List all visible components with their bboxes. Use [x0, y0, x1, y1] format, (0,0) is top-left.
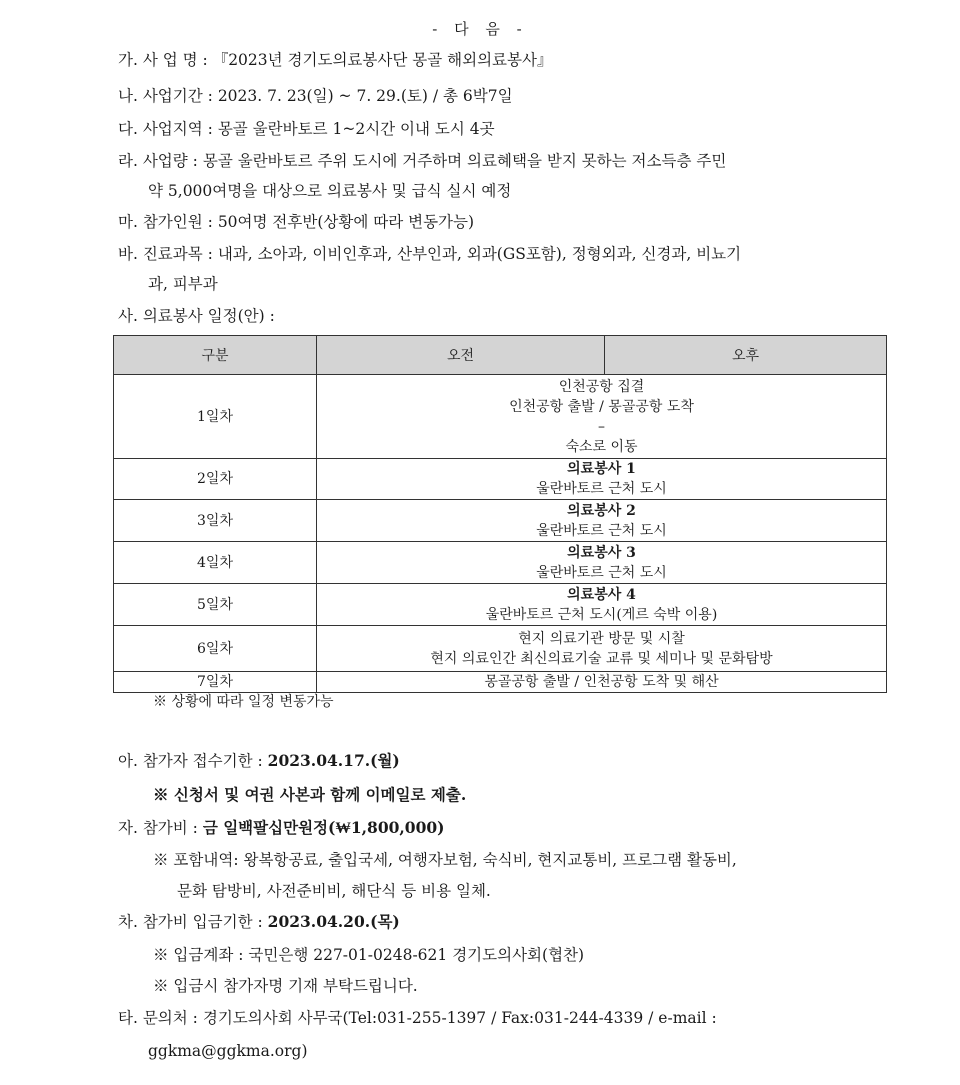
activity-cell: [317, 459, 887, 500]
item-project-period: [118, 85, 513, 107]
activity-cell: [317, 375, 887, 459]
item-label: 다. 사업지역 :: [118, 120, 213, 138]
item-project-volume: [118, 150, 726, 172]
activity-sub: 울란바토르 근처 도시: [536, 564, 667, 581]
activity-title: 의료봉사 3: [567, 544, 636, 561]
activity-sub: 울란바토르 근처 도시: [536, 481, 667, 497]
item-value: 경기도의사회 사무국(Tel:031-255-1397 / Fax:031-244-4339 / e-mail :: [202, 1009, 717, 1027]
activity-title: 의료봉사 1: [567, 461, 636, 477]
item-value: 몽골 울란바토르 1~2시간 이내 도시 4곳: [217, 120, 495, 138]
item-value: 『2023년 경기도의료봉사단 몽골 해외의료봉사』: [212, 51, 553, 69]
heading: - 다 음 -: [432, 20, 528, 38]
item-label: 가. 사 업 명 :: [118, 51, 208, 69]
activity-cell: [317, 584, 887, 626]
fee-note-1: ※ 포함내역: 왕복항공료, 출입국세, 여행자보험, 숙식비, 현지교통비, 프로그램 활동비,: [153, 851, 737, 869]
day-cell: 6일차: [114, 626, 317, 672]
day-cell: 2일차: [114, 459, 317, 500]
activity-line: 숙소로 이동: [565, 438, 638, 455]
item-departments-cont: 과, 피부과: [148, 275, 218, 293]
item-schedule-label: 사. 의료봉사 일정(안) :: [118, 307, 275, 325]
item-value: 2023. 7. 23(일) ~ 7. 29.(토) / 총 6박7일: [217, 87, 513, 105]
activity-line: 현지 의료인간 최신의료기술 교류 및 세미나 및 문화탐방: [430, 650, 773, 667]
item-label: 바. 진료과목 :: [118, 245, 213, 263]
activity-line: 몽골공항 출발 / 인천공항 도착 및 해산: [484, 674, 719, 690]
activity-title: 의료봉사 2: [567, 502, 636, 519]
item-value: 몽골 울란바토르 주위 도시에 거주하며 의료혜택을 받지 못하는 저소득층 주민: [202, 152, 727, 170]
item-departments: [118, 243, 741, 265]
item-contact: [118, 1007, 717, 1029]
item-value: 내과, 소아과, 이비인후과, 산부인과, 외과(GS포함), 정형외과, 신경과, 비뇨기: [217, 245, 742, 263]
item-value: 2023.04.20.(목): [267, 912, 400, 931]
item-label: 자. 참가비 :: [118, 819, 198, 837]
item-fee: [118, 817, 444, 839]
item-project-name: [118, 49, 552, 71]
table-header-row: [114, 336, 887, 375]
payment-note-2: ※ 입금시 참가자명 기재 부탁드립니다.: [153, 977, 418, 995]
table-row: [114, 672, 887, 693]
day-cell: 7일차: [114, 672, 317, 693]
activity-sub: 울란바토르 근처 도시(게르 숙박 이용): [485, 606, 718, 623]
item-value: 금 일백팔십만원정(₩1,800,000): [202, 818, 445, 837]
deadline-note: ※ 신청서 및 여권 사본과 함께 이메일로 제출.: [153, 785, 467, 804]
table-row: [114, 626, 887, 672]
item-label: 라. 사업량 :: [118, 152, 198, 170]
item-label: 차. 참가비 입금기한 :: [118, 913, 263, 931]
activity-line: –: [598, 418, 605, 435]
table-row: [114, 375, 887, 459]
item-project-area: [118, 118, 495, 140]
item-payment: [118, 911, 400, 933]
day-cell: 5일차: [114, 584, 317, 626]
table-row: [114, 584, 887, 626]
activity-cell: [317, 626, 887, 672]
item-project-volume-cont: 약 5,000여명을 대상으로 의료봉사 및 급식 실시 예정: [148, 182, 512, 200]
table-row: [114, 500, 887, 542]
header-afternoon: 오후: [605, 336, 887, 375]
payment-note-1: ※ 입금계좌 : 국민은행 227-01-0248-621 경기도의사회(협찬): [153, 946, 585, 964]
item-label: 타. 문의처 :: [118, 1009, 198, 1027]
schedule-note: ※ 상황에 따라 일정 변동가능: [153, 694, 334, 710]
activity-cell: [317, 542, 887, 584]
item-value: 50여명 전후반(상황에 따라 변동가능): [217, 213, 475, 231]
item-label: 나. 사업기간 :: [118, 87, 213, 105]
item-participants: [118, 211, 474, 233]
activity-title: 의료봉사 4: [567, 586, 636, 603]
fee-note-2: 문화 탐방비, 사전준비비, 해단식 등 비용 일체.: [177, 882, 491, 900]
header-morning: 오전: [317, 336, 605, 375]
table-row: [114, 542, 887, 584]
activity-line: 현지 의료기관 방문 및 시찰: [518, 630, 685, 647]
item-deadline: [118, 750, 400, 772]
item-label: 아. 참가자 접수기한 :: [118, 752, 263, 770]
day-cell: 4일차: [114, 542, 317, 584]
item-label: 마. 참가인원 :: [118, 213, 213, 231]
contact-email: ggkma@ggkma.org): [148, 1042, 308, 1060]
activity-line: 인천공항 출발 / 몽골공항 도착: [509, 398, 694, 415]
table-row: [114, 459, 887, 500]
day-cell: 3일차: [114, 500, 317, 542]
activity-cell: [317, 500, 887, 542]
item-value: 2023.04.17.(월): [267, 751, 400, 770]
activity-line: 인천공항 집결: [558, 378, 645, 395]
header-category: 구분: [114, 336, 317, 375]
activity-sub: 울란바토르 근처 도시: [536, 522, 667, 539]
day-cell: 1일차: [114, 375, 317, 459]
activity-cell: [317, 672, 887, 693]
schedule-table: [113, 335, 887, 693]
